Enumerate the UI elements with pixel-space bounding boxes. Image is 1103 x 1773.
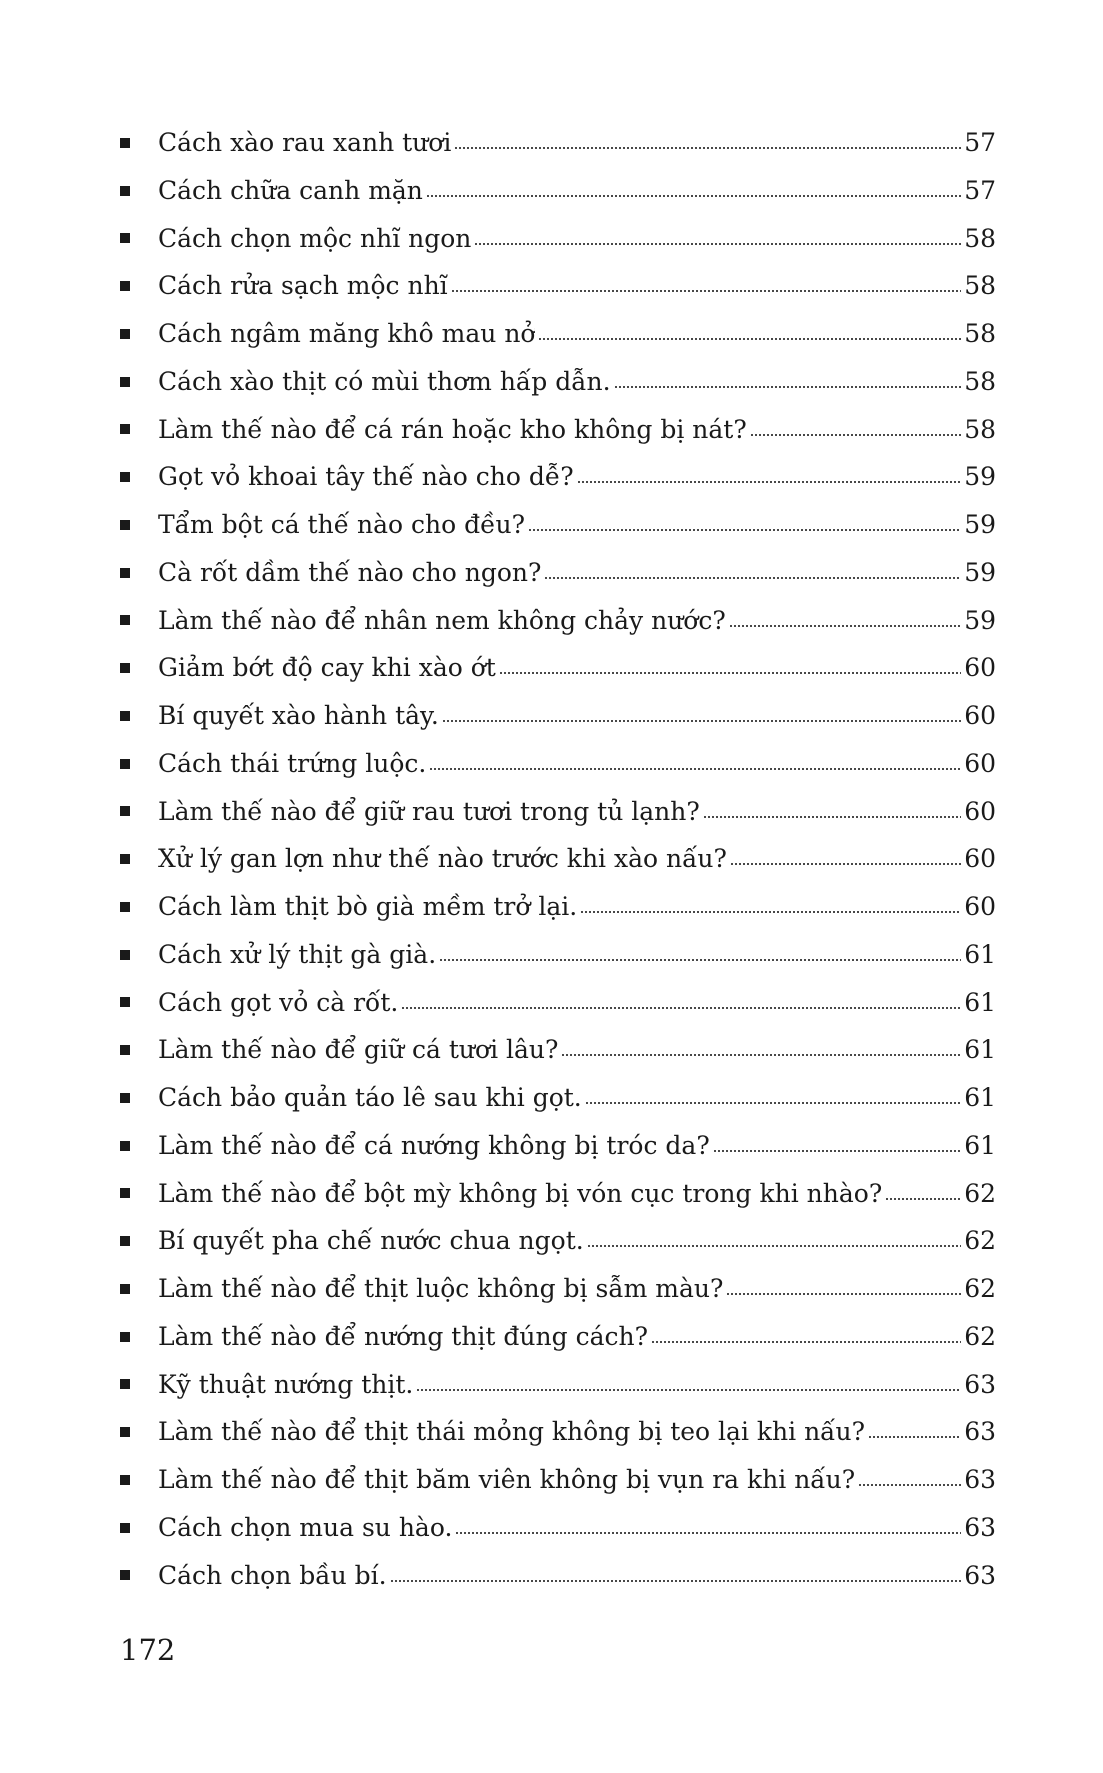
toc-entry-page: 58 bbox=[964, 414, 996, 444]
toc-entry-title: Bí quyết xào hành tây. bbox=[158, 701, 439, 730]
square-bullet-icon bbox=[120, 1045, 130, 1055]
dot-leader bbox=[451, 288, 961, 294]
dot-leader bbox=[580, 909, 961, 915]
toc-entry-page: 59 bbox=[964, 557, 996, 587]
dot-leader bbox=[499, 670, 961, 676]
square-bullet-icon bbox=[120, 1523, 130, 1533]
dot-leader bbox=[454, 145, 961, 151]
toc-entry-page: 60 bbox=[964, 796, 996, 826]
toc-entry-page: 62 bbox=[964, 1321, 996, 1351]
toc-entry bbox=[120, 931, 996, 979]
dot-leader bbox=[729, 623, 961, 629]
dot-leader bbox=[439, 957, 961, 963]
square-bullet-icon bbox=[120, 1475, 130, 1485]
toc-entry-page: 63 bbox=[964, 1417, 996, 1447]
square-bullet-icon bbox=[120, 1141, 130, 1151]
dot-leader bbox=[614, 384, 961, 390]
square-bullet-icon bbox=[120, 950, 130, 960]
square-bullet-icon bbox=[120, 1188, 130, 1198]
toc-entry-page: 59 bbox=[964, 510, 996, 539]
toc-entry-page: 60 bbox=[964, 701, 996, 730]
toc-entry bbox=[120, 979, 996, 1027]
square-bullet-icon bbox=[120, 1427, 130, 1437]
toc-entry-title: Cách xào thịt có mùi thơm hấp dẫn. bbox=[158, 366, 611, 396]
toc-entry-page: 57 bbox=[964, 175, 996, 205]
dot-leader bbox=[885, 1196, 961, 1202]
toc-entry-page: 61 bbox=[964, 1083, 996, 1112]
toc-entry-title: Làm thế nào để nhân nem không chảy nước? bbox=[158, 605, 726, 635]
toc-entry-title: Cách xào rau xanh tươi bbox=[158, 128, 452, 157]
toc-entry bbox=[120, 1552, 996, 1600]
toc-entry-page: 60 bbox=[964, 653, 996, 683]
square-bullet-icon bbox=[120, 1236, 130, 1246]
square-bullet-icon bbox=[120, 568, 130, 578]
toc-entry-page: 61 bbox=[964, 1130, 996, 1160]
dot-leader bbox=[750, 432, 961, 438]
toc-entry bbox=[120, 453, 996, 501]
toc-entry-page: 60 bbox=[964, 892, 996, 921]
toc-entry bbox=[120, 119, 996, 167]
toc-entry-page: 59 bbox=[964, 605, 996, 635]
dot-leader bbox=[426, 193, 961, 199]
toc-entry-title: Làm thế nào để cá nướng không bị tróc da? bbox=[158, 1130, 710, 1160]
table-of-contents bbox=[120, 119, 996, 1599]
dot-leader bbox=[474, 241, 961, 247]
toc-entry-page: 58 bbox=[964, 223, 996, 253]
square-bullet-icon bbox=[120, 759, 130, 769]
toc-entry bbox=[120, 406, 996, 454]
toc-entry-page: 57 bbox=[964, 128, 996, 157]
dot-leader bbox=[858, 1482, 961, 1488]
dot-leader bbox=[577, 479, 961, 485]
square-bullet-icon bbox=[120, 997, 130, 1007]
toc-entry-page: 60 bbox=[964, 748, 996, 778]
square-bullet-icon bbox=[120, 233, 130, 243]
toc-entry bbox=[120, 501, 996, 549]
toc-entry bbox=[120, 740, 996, 788]
toc-entry-title: Làm thế nào để giữ rau tươi trong tủ lạnh? bbox=[158, 796, 700, 826]
toc-entry bbox=[120, 358, 996, 406]
square-bullet-icon bbox=[120, 1284, 130, 1294]
toc-entry-title: Cách chọn bầu bí. bbox=[158, 1560, 387, 1590]
toc-entry bbox=[120, 883, 996, 931]
toc-entry-title: Làm thế nào để cá rán hoặc kho không bị nát? bbox=[158, 414, 747, 444]
toc-entry-title: Làm thế nào để thịt luộc không bị sẫm màu? bbox=[158, 1274, 724, 1303]
dot-leader bbox=[416, 1387, 961, 1393]
toc-entry bbox=[120, 215, 996, 263]
toc-entry-page: 63 bbox=[964, 1560, 996, 1590]
toc-entry bbox=[120, 1122, 996, 1170]
dot-leader bbox=[726, 1291, 961, 1297]
square-bullet-icon bbox=[120, 472, 130, 482]
dot-leader bbox=[703, 814, 961, 820]
dot-leader bbox=[442, 718, 961, 724]
square-bullet-icon bbox=[120, 520, 130, 530]
dot-leader bbox=[455, 1530, 961, 1536]
square-bullet-icon bbox=[120, 854, 130, 864]
toc-entry-title: Tẩm bột cá thế nào cho đều? bbox=[158, 510, 526, 539]
square-bullet-icon bbox=[120, 1332, 130, 1342]
toc-entry-title: Làm thế nào để nướng thịt đúng cách? bbox=[158, 1321, 648, 1351]
square-bullet-icon bbox=[120, 186, 130, 196]
toc-entry bbox=[120, 167, 996, 215]
toc-entry-page: 61 bbox=[964, 1035, 996, 1065]
toc-entry bbox=[120, 549, 996, 597]
square-bullet-icon bbox=[120, 1570, 130, 1580]
dot-leader bbox=[538, 336, 961, 342]
dot-leader bbox=[401, 1005, 961, 1011]
toc-entry-page: 58 bbox=[964, 271, 996, 301]
toc-entry-title: Làm thế nào để bột mỳ không bị vón cục trong khi nhào? bbox=[158, 1178, 883, 1208]
square-bullet-icon bbox=[120, 377, 130, 387]
toc-entry-page: 63 bbox=[964, 1512, 996, 1542]
toc-entry-title: Làm thế nào để thịt thái mỏng không bị teo lại khi nấu? bbox=[158, 1417, 866, 1447]
toc-entry-title: Cách làm thịt bò già mềm trở lại. bbox=[158, 892, 578, 921]
toc-entry bbox=[120, 1074, 996, 1122]
dot-leader bbox=[429, 766, 961, 772]
square-bullet-icon bbox=[120, 329, 130, 339]
toc-entry bbox=[120, 597, 996, 645]
dot-leader bbox=[730, 861, 961, 867]
dot-leader bbox=[390, 1578, 961, 1584]
dot-leader bbox=[713, 1148, 961, 1154]
square-bullet-icon bbox=[120, 281, 130, 291]
toc-entry-title: Kỹ thuật nướng thịt. bbox=[158, 1369, 414, 1399]
toc-entry-page: 60 bbox=[964, 844, 996, 874]
square-bullet-icon bbox=[120, 1379, 130, 1389]
toc-entry-page: 62 bbox=[964, 1178, 996, 1208]
dot-leader bbox=[587, 1243, 961, 1249]
toc-entry-page: 61 bbox=[964, 939, 996, 969]
toc-entry bbox=[120, 1170, 996, 1218]
toc-entry bbox=[120, 788, 996, 836]
toc-entry-title: Cách chữa canh mặn bbox=[158, 175, 423, 205]
dot-leader bbox=[585, 1100, 961, 1106]
toc-entry bbox=[120, 1408, 996, 1456]
square-bullet-icon bbox=[120, 615, 130, 625]
toc-entry-page: 63 bbox=[964, 1369, 996, 1399]
toc-entry bbox=[120, 262, 996, 310]
toc-entry bbox=[120, 310, 996, 358]
toc-entry-title: Gọt vỏ khoai tây thế nào cho dễ? bbox=[158, 462, 574, 492]
toc-entry-title: Làm thế nào để giữ cá tươi lâu? bbox=[158, 1035, 559, 1065]
toc-entry bbox=[120, 1456, 996, 1504]
toc-entry bbox=[120, 1026, 996, 1074]
toc-entry-page: 61 bbox=[964, 987, 996, 1017]
dot-leader bbox=[544, 575, 961, 581]
toc-entry bbox=[120, 1504, 996, 1552]
toc-entry bbox=[120, 835, 996, 883]
toc-entry bbox=[120, 1217, 996, 1265]
toc-entry bbox=[120, 1361, 996, 1409]
toc-entry-page: 59 bbox=[964, 462, 996, 492]
toc-entry-title: Làm thế nào để thịt băm viên không bị vụn ra khi nấu? bbox=[158, 1465, 856, 1494]
toc-entry-title: Cách bảo quản táo lê sau khi gọt. bbox=[158, 1083, 582, 1112]
toc-entry bbox=[120, 692, 996, 740]
toc-entry bbox=[120, 1265, 996, 1313]
toc-entry-title: Cách chọn mua su hào. bbox=[158, 1512, 453, 1542]
square-bullet-icon bbox=[120, 424, 130, 434]
square-bullet-icon bbox=[120, 663, 130, 673]
square-bullet-icon bbox=[120, 806, 130, 816]
toc-entry-title: Cách chọn mộc nhĩ ngon bbox=[158, 223, 472, 253]
dot-leader bbox=[561, 1052, 961, 1058]
toc-entry-title: Bí quyết pha chế nước chua ngọt. bbox=[158, 1226, 584, 1256]
square-bullet-icon bbox=[120, 902, 130, 912]
toc-entry-title: Cách ngâm măng khô mau nở bbox=[158, 319, 536, 348]
toc-entry bbox=[120, 1313, 996, 1361]
toc-entry-page: 62 bbox=[964, 1274, 996, 1303]
toc-entry-title: Cách xử lý thịt gà già. bbox=[158, 939, 437, 969]
dot-leader bbox=[528, 527, 961, 533]
toc-entry-page: 58 bbox=[964, 366, 996, 396]
toc-entry-title: Giảm bớt độ cay khi xào ớt bbox=[158, 653, 496, 683]
toc-entry-title: Xử lý gan lợn như thế nào trước khi xào nấu? bbox=[158, 844, 727, 874]
toc-entry-title: Cà rốt dầm thế nào cho ngon? bbox=[158, 557, 542, 587]
dot-leader bbox=[868, 1434, 961, 1440]
toc-entry bbox=[120, 644, 996, 692]
toc-entry-title: Cách rửa sạch mộc nhĩ bbox=[158, 271, 448, 301]
square-bullet-icon bbox=[120, 138, 130, 148]
square-bullet-icon bbox=[120, 1093, 130, 1103]
page-number: 172 bbox=[120, 1633, 176, 1667]
dot-leader bbox=[651, 1339, 961, 1345]
toc-entry-title: Cách thái trứng luộc. bbox=[158, 748, 427, 778]
toc-entry-page: 58 bbox=[964, 319, 996, 348]
toc-entry-page: 63 bbox=[964, 1465, 996, 1494]
toc-entry-title: Cách gọt vỏ cà rốt. bbox=[158, 987, 399, 1017]
square-bullet-icon bbox=[120, 711, 130, 721]
toc-entry-page: 62 bbox=[964, 1226, 996, 1256]
